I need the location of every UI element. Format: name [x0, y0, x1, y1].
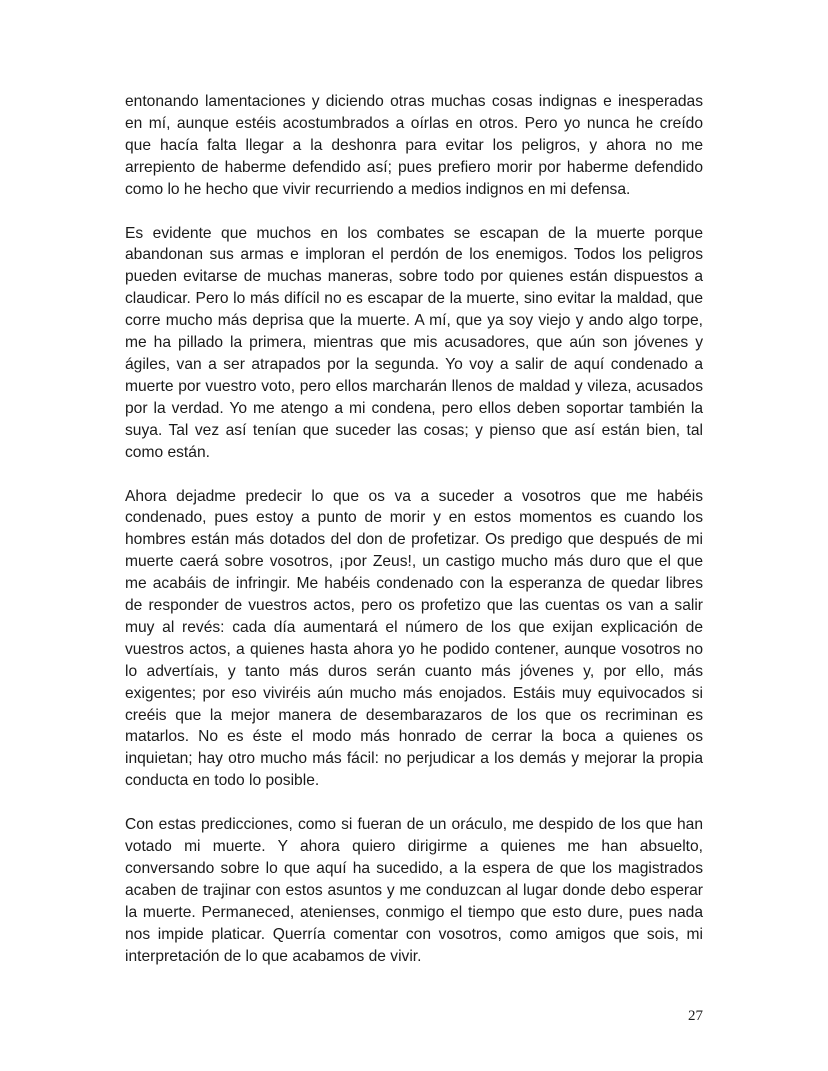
paragraph-1: entonando lamentaciones y diciendo otras muchas cosas indignas e inesperadas en mí, aunque estéis acostumbrados a oírlas en otros. Pero yo nunca he creído que hacía falta llegar a la deshonra para evitar los peligros, y ahora no me arrepiento de haberme defendido así; pues prefiero morir por haberme defendido como lo he hecho que vivir recurriendo a medios indignos en mi defensa. [125, 93, 703, 198]
paragraph-4: Con estas predicciones, como si fueran de un oráculo, me despido de los que han votado mi muerte. Y ahora quiero dirigirme a quienes me han absuelto, conversando sobre lo que aquí ha sucedido, a la espera de que los magistrados acaben de trajinar con estos asuntos y me conduzcan al lugar donde debo esperar la muerte. Permaneced, atenienses, conmigo el tiempo que esto dure, pues nada nos impide platicar. Querría comentar con vosotros, como amigos que sois, mi interpretación de lo que acabamos de vivir. [125, 816, 703, 965]
paragraph-2: Es evidente que muchos en los combates se escapan de la muerte porque abandonan sus armas e imploran el perdón de los enemigos. Todos los peligros pueden evitarse de muchas maneras, sobre todo por quienes están dispuestos a claudicar. Pero lo más difícil no es escapar de la muerte, sino evitar la maldad, que corre mucho más deprisa que la muerte. A mí, que ya soy viejo y ando algo torpe, me ha pillado la primera, mientras que mis acusadores, que aún son jóvenes y ágiles, van a ser atrapados por la segunda. Yo voy a salir de aquí condenado a muerte por vuestro voto, pero ellos marcharán llenos de maldad y vileza, acusados por la verdad. Yo me atengo a mi condena, pero ellos deben soportar también la suya. Tal vez así tenían que suceder las cosas; y pienso que así están bien, tal como están. [125, 224, 703, 461]
page-number: 27 [688, 1008, 703, 1024]
paragraph-3: Ahora dejadme predecir lo que os va a suceder a vosotros que me habéis condenado, pues estoy a punto de morir y en estos momentos es cuando los hombres están más dotados del don de profetizar. Os predigo que después de mi muerte caerá sobre vosotros, ¡por Zeus!, un castigo mucho más duro que el que me acabáis de infringir. Me habéis condenado con la esperanza de quedar libres de responder de vuestros actos, pero os profetizo que las cuentas os van a salir muy al revés: cada día aumentará el número de los que exijan explicación de vuestros actos, a quienes hasta ahora yo he podido contener, aunque vosotros no lo advertíais, y tanto más duros serán cuanto más jóvenes y, por ello, más exigentes; por eso viviréis aún mucho más enojados. Estáis muy equivocados si creéis que la mejor manera de desembarazaros de los que os recriminan es matarlos. No es éste el modo más honrado de cerrar la boca a quienes os inquietan; hay otro mucho más fácil: no perjudicar a los demás y mejorar la propia conducta en todo lo posible. [125, 487, 703, 790]
body-text [125, 91, 703, 990]
